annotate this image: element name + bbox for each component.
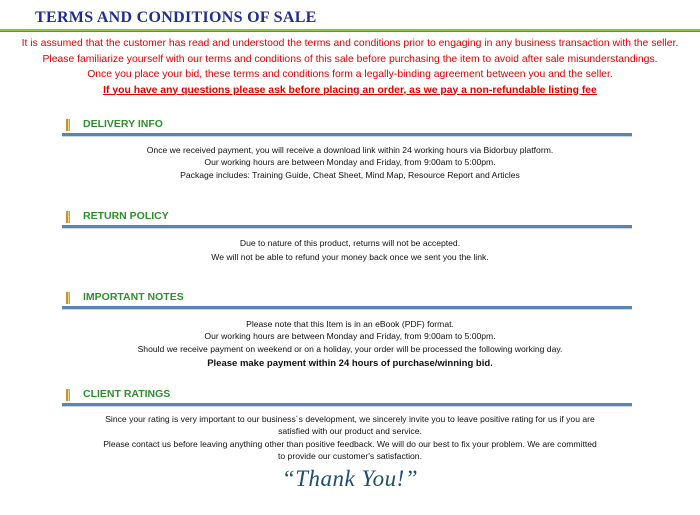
text-line: Should we receive payment on weekend or on a holiday, your order will be processed the following working day.	[137, 343, 563, 354]
text-line: Due to nature of this product, returns will not be accepted.	[239, 238, 461, 248]
bullet-bars-icon	[66, 389, 70, 401]
text-line: satisfied with our product and service.	[278, 426, 422, 437]
notes-text	[80, 318, 620, 370]
ratings-text	[80, 413, 620, 462]
section-divider	[62, 225, 632, 228]
bullet-bars-icon	[66, 292, 70, 304]
thank-you-signoff: “Thank You!”	[281, 466, 419, 491]
text-line: to provide our customer's satisfaction.	[278, 450, 422, 461]
delivery-text	[80, 144, 620, 181]
title-divider	[0, 29, 700, 32]
page-title: TERMS AND CONDITIONS OF SALE	[35, 9, 317, 26]
section-title: DELIVERY INFO	[83, 118, 163, 130]
section-divider	[62, 133, 632, 136]
returns-text	[80, 236, 620, 264]
payment-notice: Please make payment within 24 hours of purchase/winning bid.	[207, 357, 493, 369]
section-divider	[62, 403, 632, 406]
section-title: RETURN POLICY	[83, 210, 169, 222]
text-line: Our working hours are between Monday and Friday, from 9:00am to 5:00pm.	[204, 157, 496, 168]
section-title: CLIENT RATINGS	[83, 388, 171, 400]
text-line: We will not be able to refund your money back once we sent you the link.	[211, 252, 489, 262]
intro-warning: If you have any questions please ask before placing an order, as we pay a non-refundable listing fee	[103, 84, 597, 96]
intro-line: Once you place your bid, these terms and conditions form a legally-binding agreement between you and the seller.	[87, 69, 613, 80]
bullet-bars-icon	[66, 119, 70, 131]
intro-block	[0, 36, 700, 98]
text-line: Package includes: Training Guide, Cheat Sheet, Mind Map, Resource Report and Articles	[180, 169, 520, 180]
text-line: Once we received payment, you will receive a download link within 24 working hours via Bidorbuy platform.	[146, 145, 554, 155]
text-line: Since your rating is very important to our business´s development, we sincerely invite you to leave positive rating for us if you are	[105, 414, 595, 424]
section-divider	[62, 306, 632, 309]
text-line: Please contact us before leaving anything other than positive feedback. We will do our best to fix your problem. We are committed	[103, 438, 597, 449]
section-title: IMPORTANT NOTES	[83, 291, 184, 303]
text-line: Our working hours are between Monday and Friday, from 9:00am to 5:00pm.	[204, 331, 496, 342]
intro-line: Please familiarize yourself with our terms and conditions of this sale before purchasing the item to avoid after sale misunderstandings.	[42, 53, 658, 65]
bullet-bars-icon	[66, 211, 70, 223]
text-line: Please note that this Item is in an eBook (PDF) format.	[246, 319, 454, 329]
intro-line: It is assumed that the customer has read and understood the terms and conditions prior to engaging in any business transaction with the seller.	[21, 38, 679, 49]
